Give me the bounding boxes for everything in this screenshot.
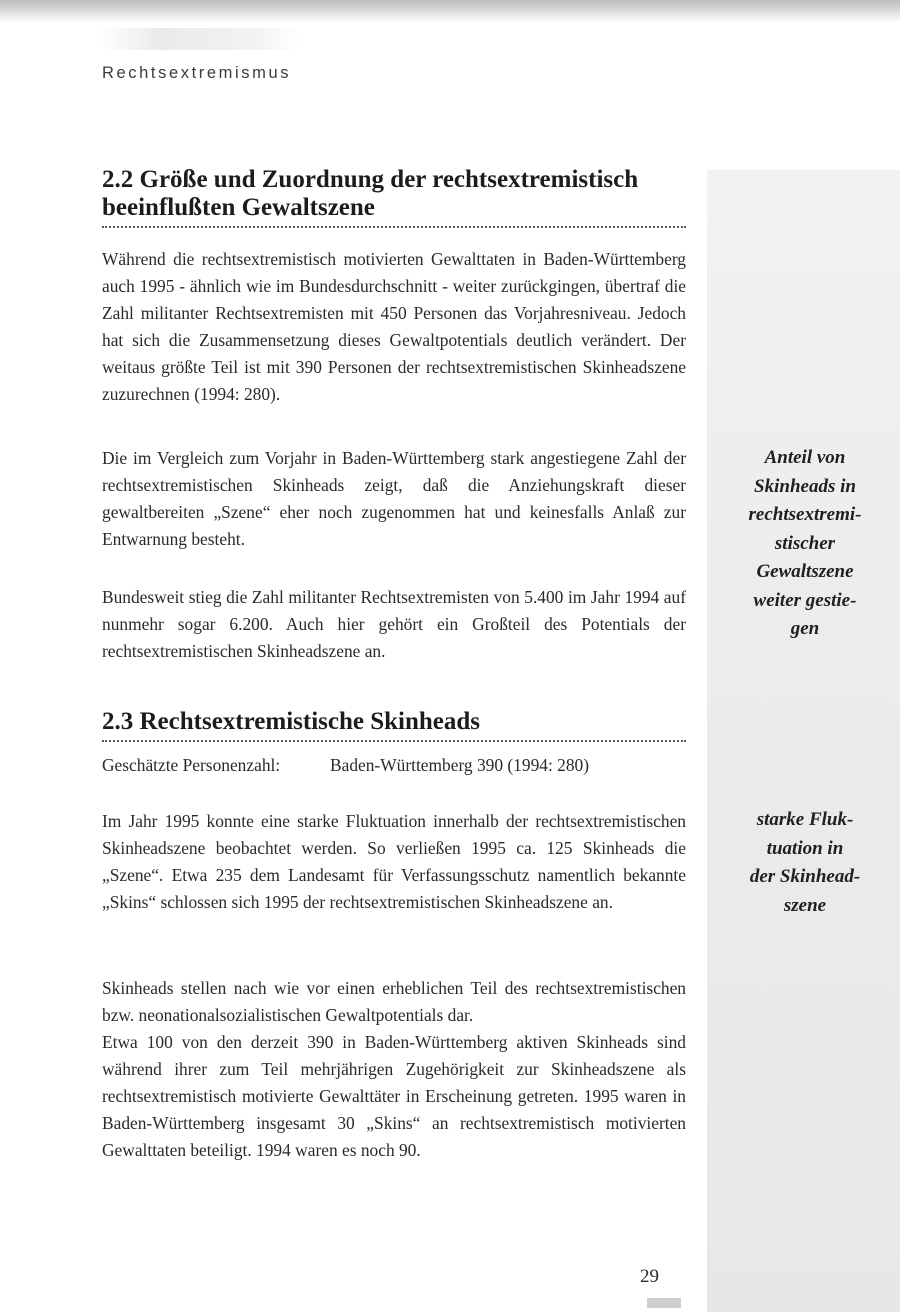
margin-note-line: weiter gestie- xyxy=(753,589,857,611)
margin-note-skinhead-share xyxy=(712,444,898,644)
margin-note-line: szene xyxy=(783,894,827,916)
paragraph-militant-count: Während die rechtsextremistisch motivierten Gewalttaten in Baden-Württemberg auch 1995 - ähnlich wie im Bundesdurchschnitt - weiter zurückgingen, übertraf die Zahl militanter Rechtsextremisten mit 450 Personen das Vorjahresniveau. Jedoch hat sich die Zusammensetzung dieses Gewaltpotentials deutlich verändert. Der weitaus größte Teil ist mit 390 Personen der rechtsextremistischen Skinheadszene zuzurechnen (1994: 280). xyxy=(102,249,686,405)
section-heading-2-2: 2.2 Größe und Zuordnung der rechtsextremistisch beeinflußten Gewaltszene xyxy=(102,166,686,228)
margin-note-line: tuation in xyxy=(766,837,844,859)
margin-note-line: stischer xyxy=(774,532,836,554)
estimated-count-value: Baden-Württemberg 390 (1994: 280) xyxy=(330,755,590,775)
scan-top-shadow xyxy=(0,0,900,22)
paragraph-skinhead-increase: Die im Vergleich zum Vorjahr in Baden-Württemberg stark angestiegene Zahl der rechtsextremistischen Skinheads zeigt, daß die Anziehungskraft dieser gewaltbereiten „Szene“ eher noch zugenommen hat und keinesfalls Anlaß zur Entwarnung besteht. xyxy=(102,448,686,550)
paragraph-national-figures: Bundesweit stieg die Zahl militanter Rechtsextremisten von 5.400 im Jahr 1994 auf nunmehr sogar 6.200. Auch hier gehört ein Großteil des Potentials der rechtsextremistischen Skinheadszene an. xyxy=(102,587,686,662)
margin-note-line: rechtsextremi- xyxy=(748,504,862,525)
scan-bottom-mark xyxy=(647,1298,681,1308)
margin-note-line: Skinheads in xyxy=(754,475,856,497)
paragraph-fluctuation: Im Jahr 1995 konnte eine starke Fluktuation innerhalb der rechtsextremistischen Skinheadszene beobachtet werden. So verließen 1995 ca. 125 Skinheads die „Szene“. Etwa 235 dem Landesamt für Verfassungsschutz namentlich bekannte „Skins“ schlossen sich 1995 der rechtsextremistischen Skinheadszene an. xyxy=(102,811,686,913)
running-header: Rechtsextremismus xyxy=(102,64,292,82)
scan-smudge xyxy=(100,28,300,50)
estimated-count-label: Geschätzte Personenzahl: xyxy=(102,755,281,775)
section-heading-2-3: 2.3 Rechtsextremistische Skinheads xyxy=(102,708,686,742)
paragraph-violent-offenders: Etwa 100 von den derzeit 390 in Baden-Württemberg aktiven Skinheads sind während ihrer zum Teil mehrjährigen Zugehörigkeit zur Skinheadszene als rechtsextremistisch motivierte Gewalttäter in Erscheinung getreten. 1995 waren in Baden-Württemberg insgesamt 30 „Skins“ an rechtsextremistisch motivierten Gewalttaten beteiligt. 1994 waren es noch 90. xyxy=(102,1032,686,1161)
estimated-count-row xyxy=(102,752,686,779)
margin-note-fluctuation xyxy=(712,806,898,920)
paragraph-violence-potential: Skinheads stellen nach wie vor einen erheblichen Teil des rechtsextremistischen bzw. neonationalsozialistischen Gewaltpotentials dar. xyxy=(102,978,686,1026)
margin-note-column xyxy=(707,170,900,1312)
margin-note-line: Anteil von xyxy=(764,447,846,468)
margin-note-line: starke Fluk- xyxy=(756,809,854,830)
margin-note-line: gen xyxy=(790,618,820,639)
margin-note-line: der Skinhead- xyxy=(749,866,861,887)
margin-note-line: Gewaltszene xyxy=(756,561,854,582)
page-number: 29 xyxy=(640,1266,659,1287)
